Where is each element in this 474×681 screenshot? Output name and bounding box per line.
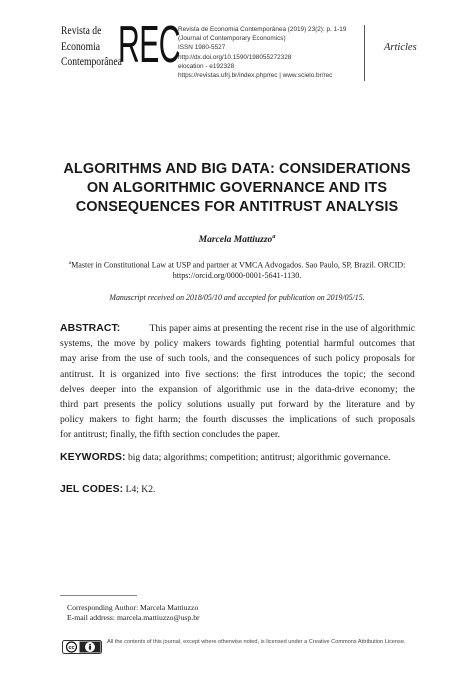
abstract-word: of [342, 414, 351, 426]
abstract-line [60, 397, 415, 412]
abstract [60, 321, 415, 443]
abstract-word: into [121, 383, 137, 395]
abstract-word: the [328, 399, 341, 411]
meta-issn: ISSN 1980-5527 [178, 44, 226, 52]
abstract-word: topic; [344, 368, 366, 380]
abstract-word: economy; [359, 383, 398, 395]
abstract-word: makers [183, 338, 211, 350]
abstract-word: policy [60, 414, 84, 426]
abstract-word: the [403, 383, 415, 395]
footnote-rule [60, 595, 137, 596]
meta-english-title: (Journal of Contemporary Economics) [178, 35, 286, 43]
abstract-line [60, 382, 415, 397]
abstract-word: for [403, 353, 415, 365]
abstract-word: policy [154, 338, 179, 350]
journal-logo: REC [118, 16, 180, 74]
abstract-word: such [355, 414, 373, 426]
license-notice: All the contents of this journal, except where otherwise noted, is licensed under a Creative Commons Attribution License. [107, 639, 406, 645]
affiliation-mark: a [68, 260, 72, 266]
abstract-word: harm; [158, 414, 181, 426]
jel-codes [60, 484, 155, 495]
abstract-word: harmful [323, 338, 355, 350]
abstract-word: may [60, 353, 77, 365]
abstract-word: makers [89, 414, 117, 426]
abstract-word: sections: [205, 368, 239, 380]
manuscript-dates: Manuscript received on 2018/05/10 and accepted for publication on 2019/05/15. [109, 293, 365, 302]
abstract-word: antitrust. [60, 368, 94, 380]
journal-name [61, 24, 125, 71]
abstract-word: deeper [90, 383, 116, 395]
author-name[interactable]: Marcela Mattiuzzo [198, 235, 273, 246]
abstract-word: put [260, 399, 273, 411]
abstract-word: five [185, 368, 200, 380]
abstract-line [60, 412, 415, 427]
abstract-word: by [405, 399, 415, 411]
abstract-word: and [386, 399, 400, 411]
attribution-icon-head [89, 644, 91, 646]
jel-label: JEL CODES: [60, 484, 124, 495]
abstract-word: algorithmic [216, 383, 262, 395]
journal-name-line: Economia [61, 40, 101, 53]
jel-text: L4; K2. [125, 484, 156, 495]
abstract-word: towards [215, 338, 246, 350]
abstract-word: of [302, 353, 311, 365]
author-affiliation [40, 258, 434, 282]
abstract-word: forward [278, 399, 309, 411]
abstract-word: the [185, 414, 198, 426]
abstract-word: of [203, 383, 212, 395]
abstract-line [60, 336, 415, 351]
abstract-label: ABSTRACT: [60, 323, 121, 334]
abstract-word: policy [157, 399, 182, 411]
title-line: ALGORITHMS AND BIG DATA: CONSIDERATIONS [63, 161, 411, 177]
abstract-word: implications [289, 414, 337, 426]
corresponding-author-note [67, 603, 200, 624]
abstract-word: from [101, 353, 121, 365]
abstract-word: proposals [378, 414, 415, 426]
abstract-word: the [141, 383, 154, 395]
abstract-word: such [167, 353, 186, 365]
abstract-word: third [60, 399, 79, 411]
keywords-text: big data; algorithms; competition; antitrust; algorithmic governance. [127, 452, 391, 463]
abstract-word: usually [227, 399, 256, 411]
meta-elocation: elocation - e192328 [178, 62, 235, 70]
journal-name-line: Contemporânea [61, 56, 122, 69]
abstract-word: into [164, 368, 180, 380]
abstract-word: the [272, 414, 285, 426]
abstract-line: for antitrust; finally, the fifth section concludes the paper. [60, 429, 280, 441]
keywords-label: KEYWORDS: [60, 452, 126, 463]
abstract-line [60, 321, 415, 336]
abstract-word: outcomes [359, 338, 396, 350]
abstract-word: that [400, 338, 415, 350]
abstract-word: by [140, 338, 150, 350]
abstract-word: fighting [250, 338, 281, 350]
corresponding-author: Corresponding Author: Marcela Mattiuzzo [67, 603, 199, 612]
creative-commons-badge[interactable] [62, 640, 102, 654]
abstract-word: move [113, 338, 136, 350]
abstract-word: literature [346, 399, 381, 411]
abstract-line [60, 351, 415, 366]
affiliation-text: Master in Constitutional Law at USP and partner at VMCA Advogados. Sao Paulo, SP, Brazil. ORCID: [71, 260, 406, 270]
abstract-word: discusses [231, 414, 268, 426]
abstract-word: fight [134, 414, 153, 426]
abstract-word: to [122, 414, 130, 426]
abstract-word: expansion [158, 383, 198, 395]
title-line: ON ALGORITHMIC GOVERNANCE AND ITS [86, 180, 388, 196]
abstract-word: consequences [246, 353, 300, 365]
abstract-line [60, 367, 415, 382]
abstract-word: solutions [187, 399, 222, 411]
abstract-word: It [99, 368, 105, 380]
abstract-word: organized [121, 368, 160, 380]
abstract-word: the [231, 353, 243, 365]
abstract-word: of [156, 353, 165, 365]
abstract-word: introduces [281, 368, 322, 380]
meta-doi-link[interactable]: http://dx.doi.org/10.1590/198055272328 [178, 53, 292, 61]
journal-metadata [178, 25, 346, 80]
abstract-word: systems, [60, 338, 93, 350]
abstract-word: delves [60, 383, 85, 395]
abstract-word: part [83, 399, 99, 411]
abstract-word: use [139, 353, 153, 365]
abstract-word: arise [80, 353, 99, 365]
abstract-word: use [266, 383, 280, 395]
abstract-word: fourth [202, 414, 227, 426]
abstract-word: such [314, 353, 333, 365]
abstract-word: data-drive [315, 383, 355, 395]
keywords [60, 452, 390, 463]
abstract-text: This paper aims at presenting the recent rise in the use of algorithmic [149, 323, 415, 334]
corresponding-email[interactable]: E-mail address: marcela.mattiuzzo@usp.br [67, 613, 200, 623]
author-line [0, 234, 474, 245]
meta-journal-urls[interactable]: https://revistas.ufrj.br/index.php/rec | www.scielo.br/rec [178, 72, 333, 80]
section-label: Articles [384, 42, 417, 53]
abstract-word: in [285, 383, 293, 395]
abstract-word: by [313, 399, 324, 411]
abstract-word: first [261, 368, 277, 380]
abstract-word: the [298, 383, 310, 395]
abstract-word: and [213, 353, 228, 365]
title-line: CONSEQUENCES FOR ANTITRUST ANALYSIS [75, 199, 399, 215]
journal-name-line: Revista de [61, 25, 102, 37]
abstract-word: proposals [363, 353, 401, 365]
abstract-word: presents [103, 399, 136, 411]
header-divider [364, 25, 365, 81]
attribution-icon-body [89, 646, 91, 650]
abstract-word: policy [335, 353, 360, 365]
abstract-word: potential [285, 338, 320, 350]
abstract-word: the [244, 368, 256, 380]
abstract-word: tools, [188, 353, 210, 365]
abstract-word: the [327, 368, 339, 380]
abstract-word: the [140, 399, 153, 411]
abstract-word: is [110, 368, 117, 380]
orcid-link[interactable]: https://orcid.org/0000-0001-5641-1130. [172, 271, 302, 281]
author-footnote-mark: a [272, 234, 276, 240]
abstract-word: the [124, 353, 136, 365]
abstract-word: second [388, 368, 415, 380]
abstract-word: the [97, 338, 110, 350]
cc-icon-label: cc [68, 645, 75, 651]
meta-citation: Revista de Economia Contemporânea (2019) 23(2): p. 1-19 [178, 26, 347, 33]
abstract-word: the [371, 368, 383, 380]
paper-title [20, 160, 454, 217]
